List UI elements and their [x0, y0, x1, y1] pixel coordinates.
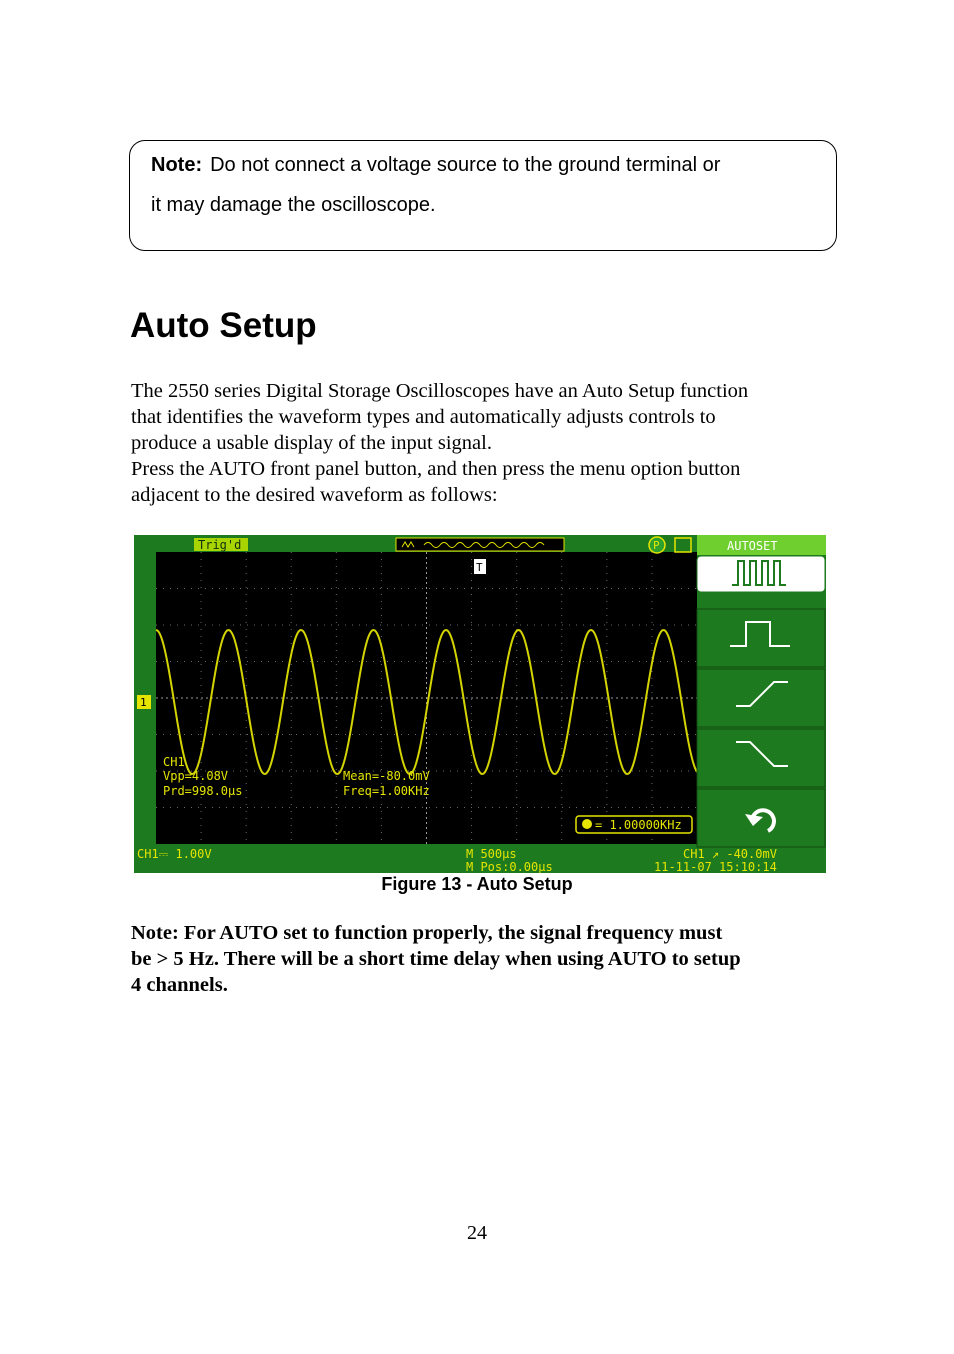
scope-display	[134, 535, 826, 873]
svg-text:T: T	[476, 561, 483, 574]
note-label: Note:	[151, 154, 203, 176]
paragraph-line-3: produce a usable display of the input signal.	[131, 432, 492, 454]
usb-storage-icon	[675, 538, 691, 552]
counter-icon	[582, 819, 592, 829]
page-number: 24	[467, 1222, 487, 1244]
trigger-level: CH1 ↗ -40.0mV	[683, 847, 777, 861]
menu-option-single-pulse[interactable]	[697, 609, 825, 667]
date-time: 11-11-07 15:10:14	[654, 860, 777, 873]
measure-channel: CH1	[163, 755, 185, 769]
counter-value: = 1.00000KHz	[595, 818, 682, 832]
note-text-1: Do not connect a voltage source to the ground terminal or	[210, 154, 721, 176]
channel-scale: CH1⎓ 1.00V	[137, 847, 212, 861]
measure-frequency: Freq=1.00KHz	[343, 784, 430, 798]
svg-text:P: P	[653, 539, 660, 552]
paragraph-line-4: Press the AUTO front panel button, and then press the menu option button	[131, 458, 741, 480]
trig-status: Trig'd	[198, 538, 242, 552]
note-line-2: it may damage the oscilloscope.	[151, 194, 436, 216]
paragraph-line-2: that identifies the waveform types and automatically adjusts controls to	[131, 406, 716, 428]
note-line-1	[151, 154, 720, 177]
menu-option-multi-cycle[interactable]	[697, 556, 825, 592]
measure-mean: Mean=-80.0mV	[343, 769, 430, 783]
paragraph-line-1: The 2550 series Digital Storage Oscilloscopes have an Auto Setup function	[131, 380, 749, 402]
menu-option-falling-edge[interactable]	[697, 729, 825, 787]
measure-vpp: Vpp=4.08V	[163, 769, 229, 783]
auto-note-line-1: Note: For AUTO set to function properly, the signal frequency must	[131, 922, 723, 944]
menu-title: AUTOSET	[727, 539, 778, 553]
oscilloscope-screenshot	[134, 535, 826, 873]
section-heading: Auto Setup	[130, 306, 317, 345]
measure-period: Prd=998.0µs	[163, 784, 243, 798]
timebase: M 500µs	[466, 847, 517, 861]
auto-note-line-3: 4 channels.	[131, 974, 228, 996]
paragraph-line-5: adjacent to the desired waveform as follows:	[131, 484, 498, 506]
svg-text:1: 1	[140, 696, 147, 709]
warning-note-box	[129, 140, 837, 251]
menu-option-rising-edge[interactable]	[697, 669, 825, 727]
menu-option-undo[interactable]	[697, 789, 825, 847]
main-position: M Pos:0.00µs	[466, 860, 553, 873]
figure-caption: Figure 13 - Auto Setup	[381, 874, 573, 894]
auto-note-line-2: be > 5 Hz. There will be a short time delay when using AUTO to setup	[131, 948, 741, 970]
